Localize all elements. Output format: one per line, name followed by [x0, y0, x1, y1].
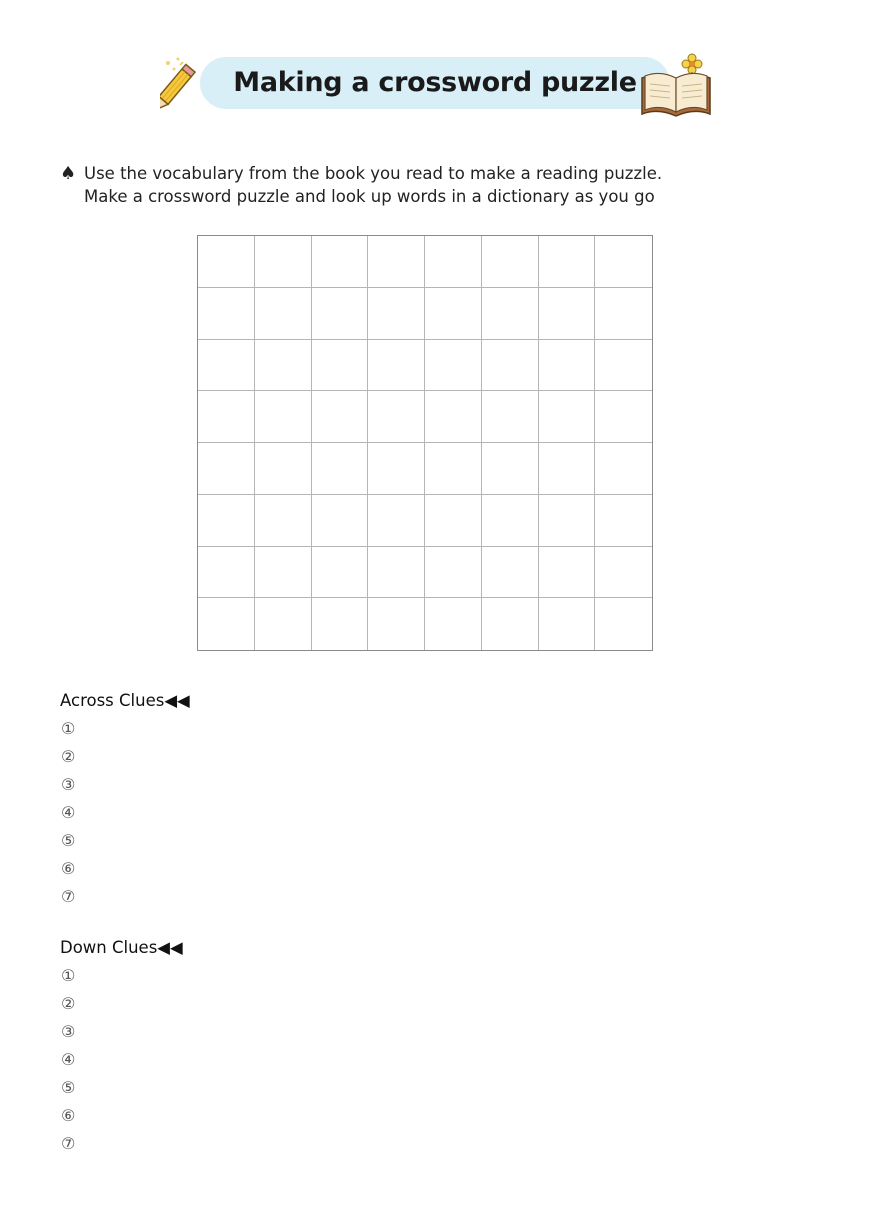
grid-cell[interactable]	[425, 236, 482, 288]
grid-cell[interactable]	[539, 391, 596, 443]
grid-cell[interactable]	[482, 598, 539, 650]
grid-cell[interactable]	[539, 598, 596, 650]
grid-cell[interactable]	[595, 288, 652, 340]
grid-cell[interactable]	[198, 288, 255, 340]
grid-cell[interactable]	[539, 443, 596, 495]
across-clue-number: ③	[61, 775, 76, 794]
grid-cell[interactable]	[312, 391, 369, 443]
instruction-line-1: Use the vocabulary from the book you read to make a reading puzzle.	[84, 164, 663, 183]
down-clues-section	[60, 936, 183, 1158]
open-book-icon	[638, 52, 714, 120]
grid-cell[interactable]	[539, 547, 596, 599]
grid-cell[interactable]	[368, 547, 425, 599]
across-clue-number: ①	[61, 719, 76, 738]
instructions	[60, 162, 662, 208]
grid-cell[interactable]	[539, 236, 596, 288]
grid-cell[interactable]	[368, 598, 425, 650]
grid-cell[interactable]	[255, 391, 312, 443]
grid-cell[interactable]	[482, 495, 539, 547]
across-clue-number: ⑤	[61, 831, 76, 850]
grid-cell[interactable]	[368, 391, 425, 443]
grid-cell[interactable]	[312, 547, 369, 599]
grid-cell[interactable]	[425, 547, 482, 599]
pencil-icon	[160, 55, 230, 115]
crossword-grid	[197, 235, 653, 651]
grid-cell[interactable]	[482, 236, 539, 288]
down-clue-number: ⑥	[61, 1106, 76, 1125]
spade-bullet-icon: ♠	[60, 163, 77, 184]
grid-cell[interactable]	[425, 340, 482, 392]
grid-cell[interactable]	[368, 443, 425, 495]
across-clue-number: ⑥	[61, 859, 76, 878]
down-clue-number: ③	[61, 1022, 76, 1041]
down-clue-number: ④	[61, 1050, 76, 1069]
grid-cell[interactable]	[539, 340, 596, 392]
page-title: Making a crossword puzzle	[233, 67, 637, 98]
grid-cell[interactable]	[368, 340, 425, 392]
grid-cell[interactable]	[539, 288, 596, 340]
grid-cell[interactable]	[595, 340, 652, 392]
grid-cell[interactable]	[198, 391, 255, 443]
grid-cell[interactable]	[198, 443, 255, 495]
grid-cell[interactable]	[595, 443, 652, 495]
across-clues-heading: Across Clues◀◀	[60, 691, 190, 710]
grid-cell[interactable]	[255, 288, 312, 340]
across-clue-number: ⑦	[61, 887, 76, 906]
grid-cell[interactable]	[255, 236, 312, 288]
grid-cell[interactable]	[198, 598, 255, 650]
grid-cell[interactable]	[312, 598, 369, 650]
grid-cell[interactable]	[595, 598, 652, 650]
down-clues-heading: Down Clues◀◀	[60, 938, 183, 957]
grid-cell[interactable]	[482, 547, 539, 599]
grid-cell[interactable]	[425, 598, 482, 650]
grid-cell[interactable]	[255, 495, 312, 547]
grid-cell[interactable]	[255, 443, 312, 495]
grid-cell[interactable]	[595, 236, 652, 288]
grid-cell[interactable]	[595, 391, 652, 443]
across-clues-section	[60, 689, 190, 911]
down-clue-number: ⑤	[61, 1078, 76, 1097]
grid-cell[interactable]	[482, 443, 539, 495]
grid-cell[interactable]	[255, 547, 312, 599]
grid-cell[interactable]	[482, 340, 539, 392]
grid-cell[interactable]	[539, 495, 596, 547]
grid-cell[interactable]	[425, 391, 482, 443]
grid-cell[interactable]	[312, 236, 369, 288]
down-clue-number: ⑦	[61, 1134, 76, 1153]
down-clue-number: ①	[61, 966, 76, 985]
grid-cell[interactable]	[425, 288, 482, 340]
grid-cell[interactable]	[368, 495, 425, 547]
down-clue-number: ②	[61, 994, 76, 1013]
grid-cell[interactable]	[312, 340, 369, 392]
grid-cell[interactable]	[368, 236, 425, 288]
grid-cell[interactable]	[312, 288, 369, 340]
grid-cell[interactable]	[312, 495, 369, 547]
across-clue-number: ④	[61, 803, 76, 822]
grid-cell[interactable]	[312, 443, 369, 495]
grid-cell[interactable]	[255, 598, 312, 650]
grid-cell[interactable]	[482, 391, 539, 443]
grid-cell[interactable]	[368, 288, 425, 340]
grid-cell[interactable]	[482, 288, 539, 340]
grid-cell[interactable]	[198, 236, 255, 288]
grid-cell[interactable]	[425, 443, 482, 495]
grid-cell[interactable]	[198, 340, 255, 392]
grid-cell[interactable]	[255, 340, 312, 392]
grid-cell[interactable]	[425, 495, 482, 547]
grid-cell[interactable]	[198, 547, 255, 599]
across-clue-number: ②	[61, 747, 76, 766]
grid-cell[interactable]	[595, 495, 652, 547]
grid-cell[interactable]	[198, 495, 255, 547]
grid-cell[interactable]	[595, 547, 652, 599]
instruction-line-2: Make a crossword puzzle and look up words in a dictionary as you go	[84, 187, 655, 206]
